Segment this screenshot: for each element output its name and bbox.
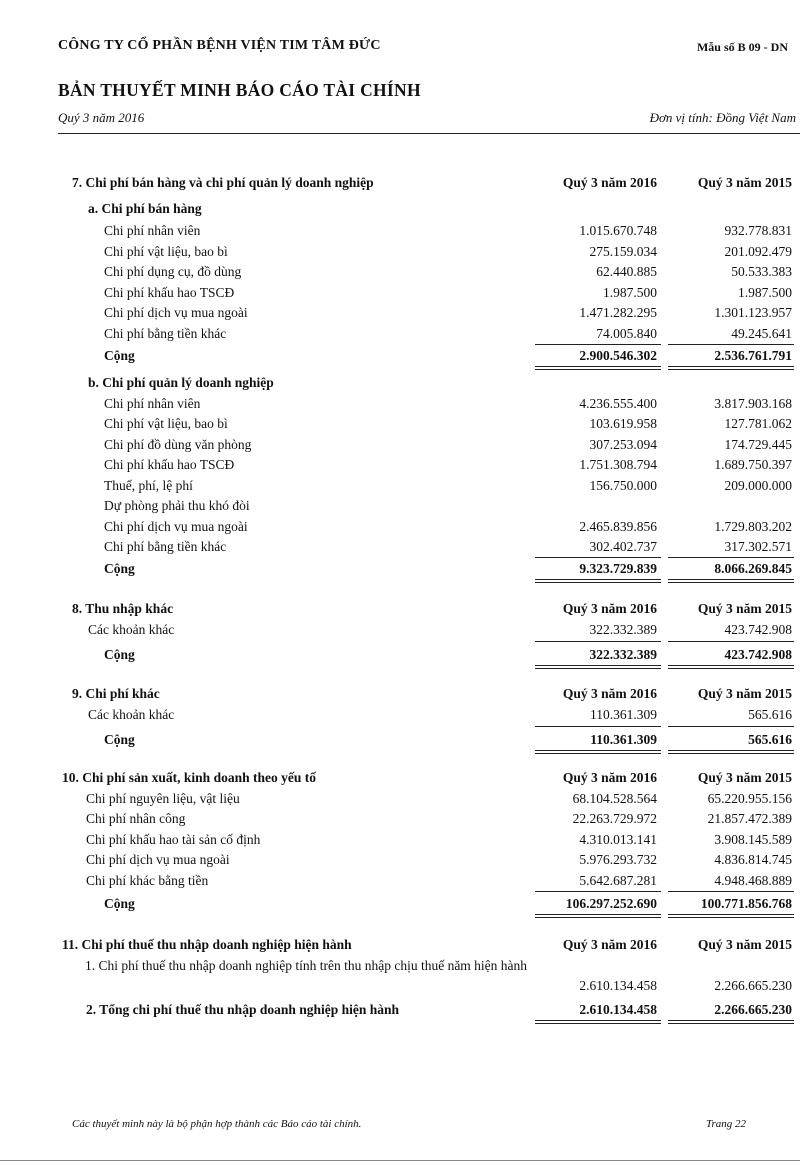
double-underline: [668, 579, 794, 583]
double-underline: [668, 1020, 794, 1024]
value-2015: 49.245.641: [731, 326, 792, 341]
value-2015: 1.301.123.957: [714, 305, 792, 320]
table-row: [0, 850, 800, 870]
table-row: [0, 809, 800, 829]
value-2016: 4.310.013.141: [579, 832, 657, 847]
table-row: [0, 324, 800, 344]
total-label: 2. Tổng chi phí thuế thu nhập doanh nghiệp hiện hành: [86, 1002, 400, 1017]
row-label: Chi phí bằng tiền khác: [104, 326, 227, 341]
subtotal-rule: [668, 557, 794, 558]
section-9-header: [0, 684, 800, 704]
column-header-2015: Quý 3 năm 2015: [697, 937, 792, 952]
section-10-header: [0, 768, 800, 788]
table-row: [0, 455, 800, 475]
section-11-header: [0, 935, 800, 955]
value-2016: 5.976.293.732: [579, 852, 657, 867]
subtotal-rule: [535, 344, 661, 345]
value-2016: 110.361.309: [590, 707, 657, 722]
subtotal-rule: [535, 557, 661, 558]
total-label: Cộng: [104, 561, 135, 576]
row-label: Chi phí khấu hao TSCĐ: [104, 457, 235, 472]
subtotal-rule: [668, 891, 794, 892]
total-row: [0, 559, 800, 579]
total-row: [0, 894, 800, 914]
table-row: [0, 517, 800, 537]
value-2016: 2.465.839.856: [579, 519, 657, 534]
table-row: [0, 871, 800, 891]
row-label: Các khoản khác: [88, 707, 175, 722]
value-2016: 1.751.308.794: [579, 457, 657, 472]
value-2016: 1.471.282.295: [579, 305, 657, 320]
table-row: [0, 262, 800, 282]
value-2015: 201.092.479: [724, 244, 792, 259]
row-label: Thuế, phí, lệ phí: [104, 478, 193, 493]
total-row: [0, 346, 800, 366]
value-2015: 423.742.908: [724, 622, 792, 637]
row-label: Chi phí vật liệu, bao bì: [104, 244, 228, 259]
value-2016: 307.253.094: [589, 437, 657, 452]
value-2016: 1.015.670.748: [579, 223, 657, 238]
value-2016: 275.159.034: [589, 244, 657, 259]
table-row: [0, 221, 800, 241]
row-label: Chi phí dịch vụ mua ngoài: [86, 852, 230, 867]
table-row: [0, 435, 800, 455]
double-underline: [668, 750, 794, 754]
row-label: Chi phí nguyên liệu, vật liệu: [86, 791, 240, 806]
subsection-title: b. Chi phí quản lý doanh nghiệp: [88, 375, 274, 390]
column-header-2016: Quý 3 năm 2016: [562, 686, 657, 701]
value-2015: 1.689.750.397: [714, 457, 792, 472]
value-2016: 156.750.000: [589, 478, 657, 493]
section-title: 10. Chi phí sản xuất, kinh doanh theo yếu tố: [62, 770, 316, 785]
row-label: Chi phí nhân công: [86, 811, 186, 826]
row-label: Chi phí khấu hao TSCĐ: [104, 285, 235, 300]
double-underline: [535, 579, 661, 583]
table-row: [0, 789, 800, 809]
value-2015: 174.729.445: [724, 437, 792, 452]
total-2015: 565.616: [748, 732, 792, 747]
column-header-2015: Quý 3 năm 2015: [697, 175, 792, 190]
row-label: Chi phí dịch vụ mua ngoài: [104, 519, 248, 534]
company-name: CÔNG TY CỔ PHẦN BỆNH VIỆN TIM TÂM ĐỨC: [58, 38, 381, 53]
total-row: [0, 645, 800, 665]
total-2015: 2.266.665.230: [714, 1002, 792, 1017]
value-2015: 2.266.665.230: [714, 978, 792, 993]
row-label: Chi phí dịch vụ mua ngoài: [104, 305, 248, 320]
value-2015: 4.948.468.889: [714, 873, 792, 888]
total-2016: 110.361.309: [590, 732, 657, 747]
double-underline: [535, 914, 661, 918]
row-label: Chi phí đồ dùng văn phòng: [104, 437, 252, 452]
column-header-2016: Quý 3 năm 2016: [562, 937, 657, 952]
column-header-2015: Quý 3 năm 2015: [697, 601, 792, 616]
value-2015: 65.220.955.156: [707, 791, 792, 806]
double-underline: [535, 366, 661, 370]
value-2016: 22.263.729.972: [572, 811, 657, 826]
subsection-title: a. Chi phí bán hàng: [88, 201, 202, 216]
value-2016: 2.610.134.458: [579, 978, 657, 993]
subtotal-rule: [535, 891, 661, 892]
total-row: [0, 1000, 800, 1020]
value-2016: 322.332.389: [589, 622, 657, 637]
value-2015: 209.000.000: [724, 478, 792, 493]
value-2016: 74.005.840: [596, 326, 657, 341]
row-label: Chi phí khác bằng tiền: [86, 873, 209, 888]
table-row: [0, 537, 800, 557]
total-2016: 2.610.134.458: [579, 1002, 657, 1017]
value-2016: 1.987.500: [603, 285, 657, 300]
table-row: [0, 496, 800, 516]
double-underline: [668, 665, 794, 669]
value-2015: 1.729.803.202: [714, 519, 792, 534]
row-label: Dự phòng phải thu khó đòi: [104, 498, 250, 513]
column-header-2016: Quý 3 năm 2016: [562, 601, 657, 616]
table-row: [0, 283, 800, 303]
total-2016: 106.297.252.690: [565, 896, 657, 911]
form-number: Mẫu số B 09 - DN: [696, 40, 788, 54]
currency-unit: Đơn vị tính: Đồng Việt Nam: [649, 110, 796, 125]
total-2015: 100.771.856.768: [700, 896, 792, 911]
value-2015: 50.533.383: [731, 264, 792, 279]
value-2016: 68.104.528.564: [572, 791, 657, 806]
row-label: Chi phí khấu hao tài sản cố định: [86, 832, 261, 847]
value-2016: 62.440.885: [596, 264, 657, 279]
row-label: Chi phí dụng cụ, đồ dùng: [104, 264, 242, 279]
total-2016: 322.332.389: [589, 647, 657, 662]
table-row: [0, 976, 800, 996]
subsection-a-header: [0, 199, 800, 219]
section-title: 8. Thu nhập khác: [72, 601, 174, 616]
value-2015: 21.857.472.389: [707, 811, 792, 826]
value-2015: 4.836.814.745: [714, 852, 792, 867]
row-label: Các khoản khác: [88, 622, 175, 637]
value-2015: 3.908.145.589: [714, 832, 792, 847]
total-2015: 423.742.908: [724, 647, 792, 662]
double-underline: [535, 1020, 661, 1024]
footer-note: Các thuyết minh này là bộ phận hợp thành các Báo cáo tài chính.: [72, 1118, 362, 1130]
value-2016: 103.619.958: [589, 416, 657, 431]
value-2015: 1.987.500: [738, 285, 792, 300]
row-label: Chi phí nhân viên: [104, 223, 201, 238]
column-header-2016: Quý 3 năm 2016: [562, 770, 657, 785]
table-row: [0, 394, 800, 414]
value-2015: 317.302.571: [724, 539, 792, 554]
column-header-2016: Quý 3 năm 2016: [562, 175, 657, 190]
table-row: [0, 620, 800, 640]
subtotal-rule: [535, 641, 661, 642]
bottom-edge-line: [0, 1160, 800, 1161]
header-divider: [58, 133, 800, 134]
section-7-header: [0, 173, 800, 193]
section-title: 9. Chi phí khác: [72, 686, 160, 701]
value-2015: 3.817.903.168: [714, 396, 792, 411]
row-label: Chi phí bằng tiền khác: [104, 539, 227, 554]
total-label: Cộng: [104, 348, 135, 363]
double-underline: [668, 914, 794, 918]
value-2016: 302.402.737: [589, 539, 657, 554]
section-title: 7. Chi phí bán hàng và chi phí quản lý doanh nghiệp: [72, 175, 374, 190]
value-2015: 127.781.062: [724, 416, 792, 431]
subtotal-rule: [668, 726, 794, 727]
total-2015: 8.066.269.845: [714, 561, 792, 576]
total-label: Cộng: [104, 647, 135, 662]
section-8-header: [0, 599, 800, 619]
tax-item-1-label: 1. Chi phí thuế thu nhập doanh nghiệp tính trên thu nhập chịu thuế năm hiện hành: [85, 958, 528, 973]
table-row: [0, 476, 800, 496]
double-underline: [535, 665, 661, 669]
section-title: 11. Chi phí thuế thu nhập doanh nghiệp hiện hành: [62, 937, 352, 952]
value-2016: 4.236.555.400: [579, 396, 657, 411]
subsection-b-header: [0, 373, 800, 393]
row-label: Chi phí vật liệu, bao bì: [104, 416, 228, 431]
table-row: [0, 414, 800, 434]
total-2016: 9.323.729.839: [579, 561, 657, 576]
table-row: [0, 242, 800, 262]
subtotal-rule: [535, 726, 661, 727]
double-underline: [668, 366, 794, 370]
table-row: [0, 303, 800, 323]
subtotal-rule: [668, 344, 794, 345]
total-row: [0, 730, 800, 750]
subtotal-rule: [668, 641, 794, 642]
row-label: Chi phí nhân viên: [104, 396, 201, 411]
total-2016: 2.900.546.302: [579, 348, 657, 363]
total-label: Cộng: [104, 732, 135, 747]
table-row: [0, 830, 800, 850]
page-title: BẢN THUYẾT MINH BÁO CÁO TÀI CHÍNH: [58, 80, 421, 100]
value-2015: 932.778.831: [724, 223, 792, 238]
value-2015: 565.616: [748, 707, 792, 722]
column-header-2015: Quý 3 năm 2015: [697, 770, 792, 785]
report-period: Quý 3 năm 2016: [58, 110, 145, 125]
total-label: Cộng: [104, 896, 135, 911]
value-2016: 5.642.687.281: [579, 873, 657, 888]
total-2015: 2.536.761.791: [714, 348, 792, 363]
double-underline: [535, 750, 661, 754]
table-row: [0, 705, 800, 725]
column-header-2015: Quý 3 năm 2015: [697, 686, 792, 701]
page-number: Trang 22: [706, 1118, 747, 1130]
